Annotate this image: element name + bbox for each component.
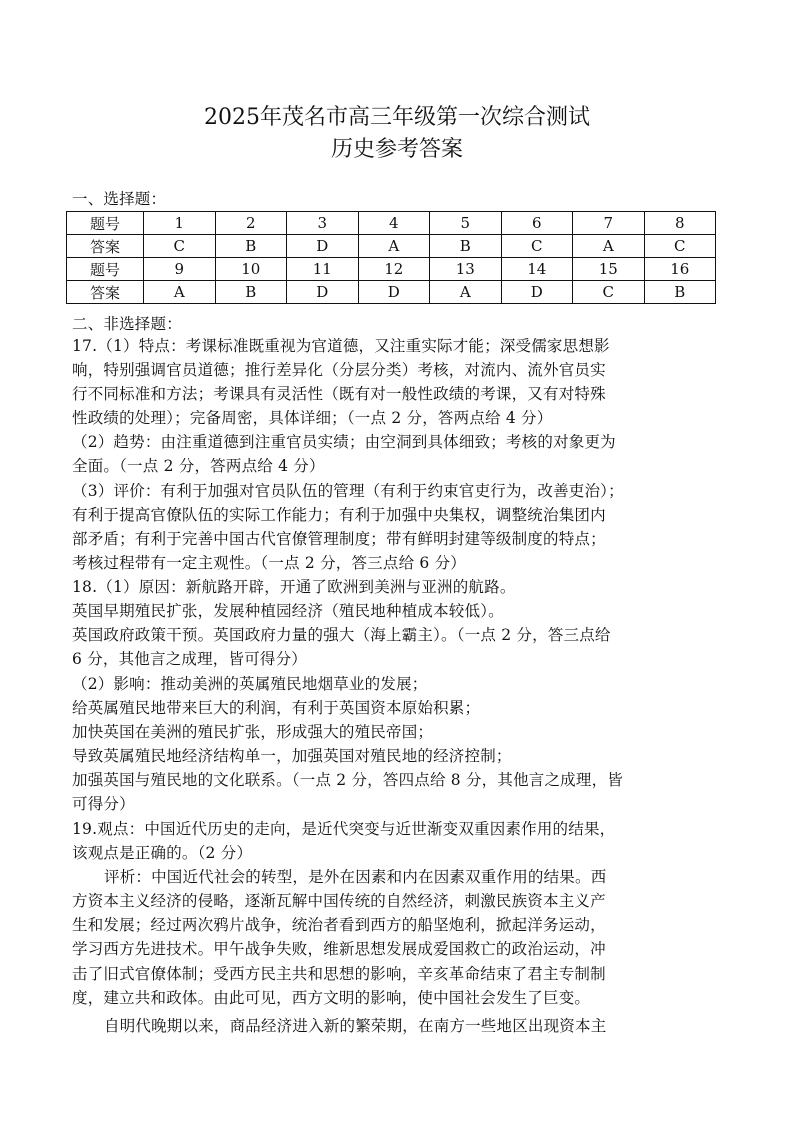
table-cell: 16 <box>644 258 716 281</box>
paragraph-line: 度，建立共和政体。由此可见，西方文明的影响，使中国社会发生了巨变。 <box>72 989 591 1007</box>
table-cell: B <box>215 235 287 258</box>
table-cell: C <box>644 235 716 258</box>
row-label: 答案 <box>67 235 144 258</box>
table-cell: 5 <box>430 212 502 235</box>
section-heading-essay: 二、非选择题： <box>72 315 182 333</box>
answer-line: （3）评价：有利于加强对官员队伍的管理（有利于约束官吏行为，改善吏治）； <box>72 482 624 500</box>
table-cell: 11 <box>287 258 359 281</box>
table-cell: D <box>287 281 359 304</box>
table-cell: C <box>573 281 645 304</box>
table-row <box>67 258 716 281</box>
answer-line: 加强英国与殖民地的文化联系。（一点 2 分，答四点给 8 分，其他言之成理，皆 <box>72 771 623 789</box>
answer-line: 响，特别强调官员道德；推行差异化（分层分类）考核，对流内、流外官员实 <box>72 361 606 379</box>
section-heading-choice: 一、选择题： <box>72 190 167 208</box>
table-cell: 12 <box>358 258 430 281</box>
table-cell: D <box>287 235 359 258</box>
answer-line: 英国早期殖民扩张，发展种植园经济（殖民地种植成本较低）。 <box>72 602 504 620</box>
answer-line: 19.观点：中国近代历史的走向，是近代突变与近世渐变双重因素作用的结果， <box>72 820 616 838</box>
row-label: 答案 <box>67 281 144 304</box>
table-cell: 7 <box>573 212 645 235</box>
table-cell: B <box>644 281 716 304</box>
page-title: 2025年茂名市高三年级第一次综合测试 <box>204 105 590 130</box>
answer-line: 性政绩的处理）；完备周密，具体详细；（一点 2 分，答两点给 4 分） <box>72 409 553 427</box>
answer-line: 导致英属殖民地经济结构单一，加强英国对殖民地的经济控制； <box>72 747 512 765</box>
row-label: 题号 <box>67 212 144 235</box>
paragraph-line: 评析：中国近代社会的转型，是外在因素和内在因素双重作用的结果。西 <box>104 868 607 886</box>
paragraph-line: 击了旧式官僚体制；受西方民主共和思想的影响，辛亥革命结束了君主专制制 <box>72 965 606 983</box>
table-cell: 14 <box>501 258 573 281</box>
table-cell: B <box>430 235 502 258</box>
table-cell: A <box>144 281 216 304</box>
table-cell: 3 <box>287 212 359 235</box>
paragraph-line: 生和发展；经过两次鸦片战争，统治者看到西方的船坚炮利，掀起洋务运动， <box>72 916 606 934</box>
answer-line: 行不同标准和方法；考课具有灵活性（既有对一般性政绩的考课，又有对特殊 <box>72 385 606 403</box>
table-row <box>67 235 716 258</box>
table-cell: 4 <box>358 212 430 235</box>
table-cell: C <box>144 235 216 258</box>
table-cell: C <box>501 235 573 258</box>
table-cell: 13 <box>430 258 502 281</box>
answer-line: 6 分，其他言之成理，皆可得分） <box>72 650 307 668</box>
table-cell: 10 <box>215 258 287 281</box>
table-cell: 8 <box>644 212 716 235</box>
table-cell: 15 <box>573 258 645 281</box>
answer-table <box>66 211 716 304</box>
table-cell: 6 <box>501 212 573 235</box>
table-row <box>67 281 716 304</box>
answer-line: 该观点是正确的。（2 分） <box>72 844 253 862</box>
answer-line: 考核过程带有一定主观性。（一点 2 分，答三点给 6 分） <box>72 554 466 572</box>
answer-line: （2）趋势：由注重道德到注重官员实绩；由空洞到具体细致；考核的对象更为 <box>72 433 616 451</box>
answer-line: （2）影响：推动美洲的英属殖民地烟草业的发展； <box>72 675 428 693</box>
answer-line: 有利于提高官僚队伍的实际工作能力；有利于加强中央集权，调整统治集团内 <box>72 506 606 524</box>
table-cell: 9 <box>144 258 216 281</box>
answer-line: 给英属殖民地带来巨大的利润，有利于英国资本原始积累； <box>72 699 481 717</box>
paragraph-line: 学习西方先进技术。甲午战争失败，维新思想发展成爱国救亡的政治运动，冲 <box>72 940 606 958</box>
table-cell: D <box>501 281 573 304</box>
answer-line: 18.（1）原因：新航路开辟，开通了欧洲到美洲与亚洲的航路。 <box>72 578 516 596</box>
table-cell: 1 <box>144 212 216 235</box>
table-cell: A <box>358 235 430 258</box>
table-cell: A <box>573 235 645 258</box>
table-cell: D <box>358 281 430 304</box>
table-cell: 2 <box>215 212 287 235</box>
answer-line: 17.（1）特点：考课标准既重视为官道德，又注重实际才能；深受儒家思想影 <box>72 337 610 355</box>
answer-line: 英国政府政策干预。英国政府力量的强大（海上霸主）。（一点 2 分，答三点给 <box>72 626 611 644</box>
answer-line: 加快英国在美洲的殖民扩张，形成强大的殖民帝国； <box>72 723 434 741</box>
answer-line: 可得分） <box>72 795 135 813</box>
table-row <box>67 212 716 235</box>
answer-line: 全面。（一点 2 分，答两点给 4 分） <box>72 457 325 475</box>
paragraph-line: 方资本主义经济的侵略，逐渐瓦解中国传统的自然经济，刺激民族资本主义产 <box>72 892 606 910</box>
table-cell: B <box>215 281 287 304</box>
page-subtitle: 历史参考答案 <box>330 137 463 162</box>
paragraph-line: 自明代晚期以来，商品经济进入新的繁荣期，在南方一些地区出现资本主 <box>104 1017 607 1035</box>
row-label: 题号 <box>67 258 144 281</box>
answer-line: 部矛盾；有利于完善中国古代官僚管理制度；带有鲜明封建等级制度的特点； <box>72 530 606 548</box>
table-cell: A <box>430 281 502 304</box>
